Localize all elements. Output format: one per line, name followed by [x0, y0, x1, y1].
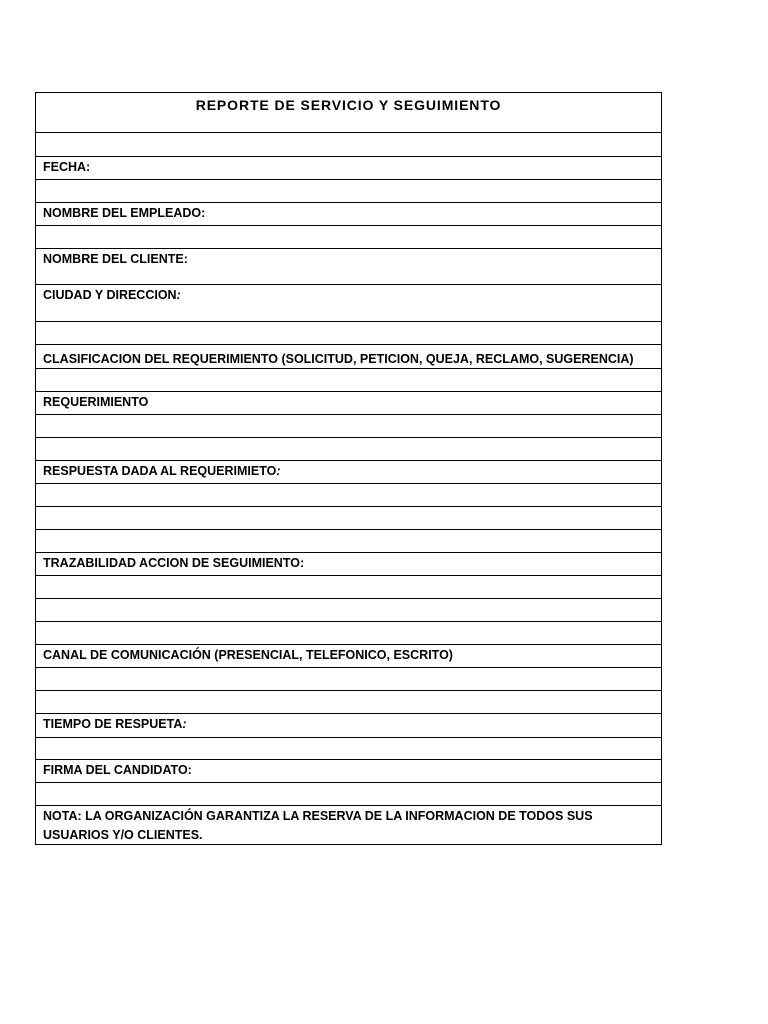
firma-entry-row[interactable] — [36, 782, 661, 805]
requerimiento-text: REQUERIMIENTO — [43, 395, 149, 409]
respuesta-entry-row-1[interactable] — [36, 483, 661, 506]
form-title: REPORTE DE SERVICIO Y SEGUIMIENTO — [195, 97, 502, 113]
blank-row[interactable] — [36, 132, 661, 156]
privacy-note-line-2: USUARIOS Y/O CLIENTES. — [43, 828, 203, 842]
clasificacion-entry-row[interactable] — [36, 368, 661, 391]
respuesta-entry-row-2[interactable] — [36, 506, 661, 529]
ciudad-direccion-colon: : — [176, 288, 181, 302]
nombre-empleado-label — [36, 202, 661, 225]
clasificacion-label — [36, 344, 661, 368]
tiempo-text: TIEMPO DE RESPUETA — [43, 717, 183, 731]
tiempo-entry-row[interactable] — [36, 737, 661, 759]
firma-text: FIRMA DEL CANDIDATO: — [43, 763, 192, 777]
requerimiento-entry-row-2[interactable] — [36, 437, 661, 460]
trazabilidad-label — [36, 552, 661, 575]
trazabilidad-text: TRAZABILIDAD ACCION DE SEGUIMIENTO: — [43, 556, 305, 570]
tiempo-colon: : — [182, 717, 187, 731]
firma-label — [36, 759, 661, 782]
respuesta-colon: : — [276, 464, 281, 478]
ciudad-direccion-entry-row[interactable] — [36, 321, 661, 344]
privacy-note — [36, 805, 661, 844]
trazabilidad-entry-row-3[interactable] — [36, 621, 661, 644]
nombre-cliente-label — [36, 248, 661, 284]
requerimiento-entry-row-1[interactable] — [36, 414, 661, 437]
nombre-empleado-text: NOMBRE DEL EMPLEADO: — [43, 206, 206, 220]
fecha-label — [36, 156, 661, 179]
respuesta-text: RESPUESTA DADA AL REQUERIMIETO — [43, 464, 277, 478]
canal-entry-row-2[interactable] — [36, 690, 661, 713]
tiempo-label — [36, 713, 661, 737]
fecha-entry-row[interactable] — [36, 179, 661, 202]
clasificacion-text: CLASIFICACION DEL REQUERIMIENTO (SOLICITUD, PETICION, QUEJA, RECLAMO, SUGERENCIA) — [43, 352, 634, 366]
respuesta-label — [36, 460, 661, 483]
canal-label — [36, 644, 661, 667]
trazabilidad-entry-row-2[interactable] — [36, 598, 661, 621]
respuesta-entry-row-3[interactable] — [36, 529, 661, 552]
ciudad-direccion-text: CIUDAD Y DIRECCION — [43, 288, 177, 302]
trazabilidad-entry-row-1[interactable] — [36, 575, 661, 598]
nombre-empleado-entry-row[interactable] — [36, 225, 661, 248]
requerimiento-label — [36, 391, 661, 414]
nombre-cliente-text: NOMBRE DEL CLIENTE: — [43, 252, 188, 266]
canal-text: CANAL DE COMUNICACIÓN (PRESENCIAL, TELEFONICO, ESCRITO) — [43, 648, 453, 662]
fecha-label-text: FECHA: — [43, 160, 91, 174]
service-report-form — [35, 92, 662, 845]
canal-entry-row-1[interactable] — [36, 667, 661, 690]
privacy-note-line-1: NOTA: LA ORGANIZACIÓN GARANTIZA LA RESERVA DE LA INFORMACION DE TODOS SUS — [43, 809, 593, 823]
ciudad-direccion-label — [36, 284, 661, 321]
